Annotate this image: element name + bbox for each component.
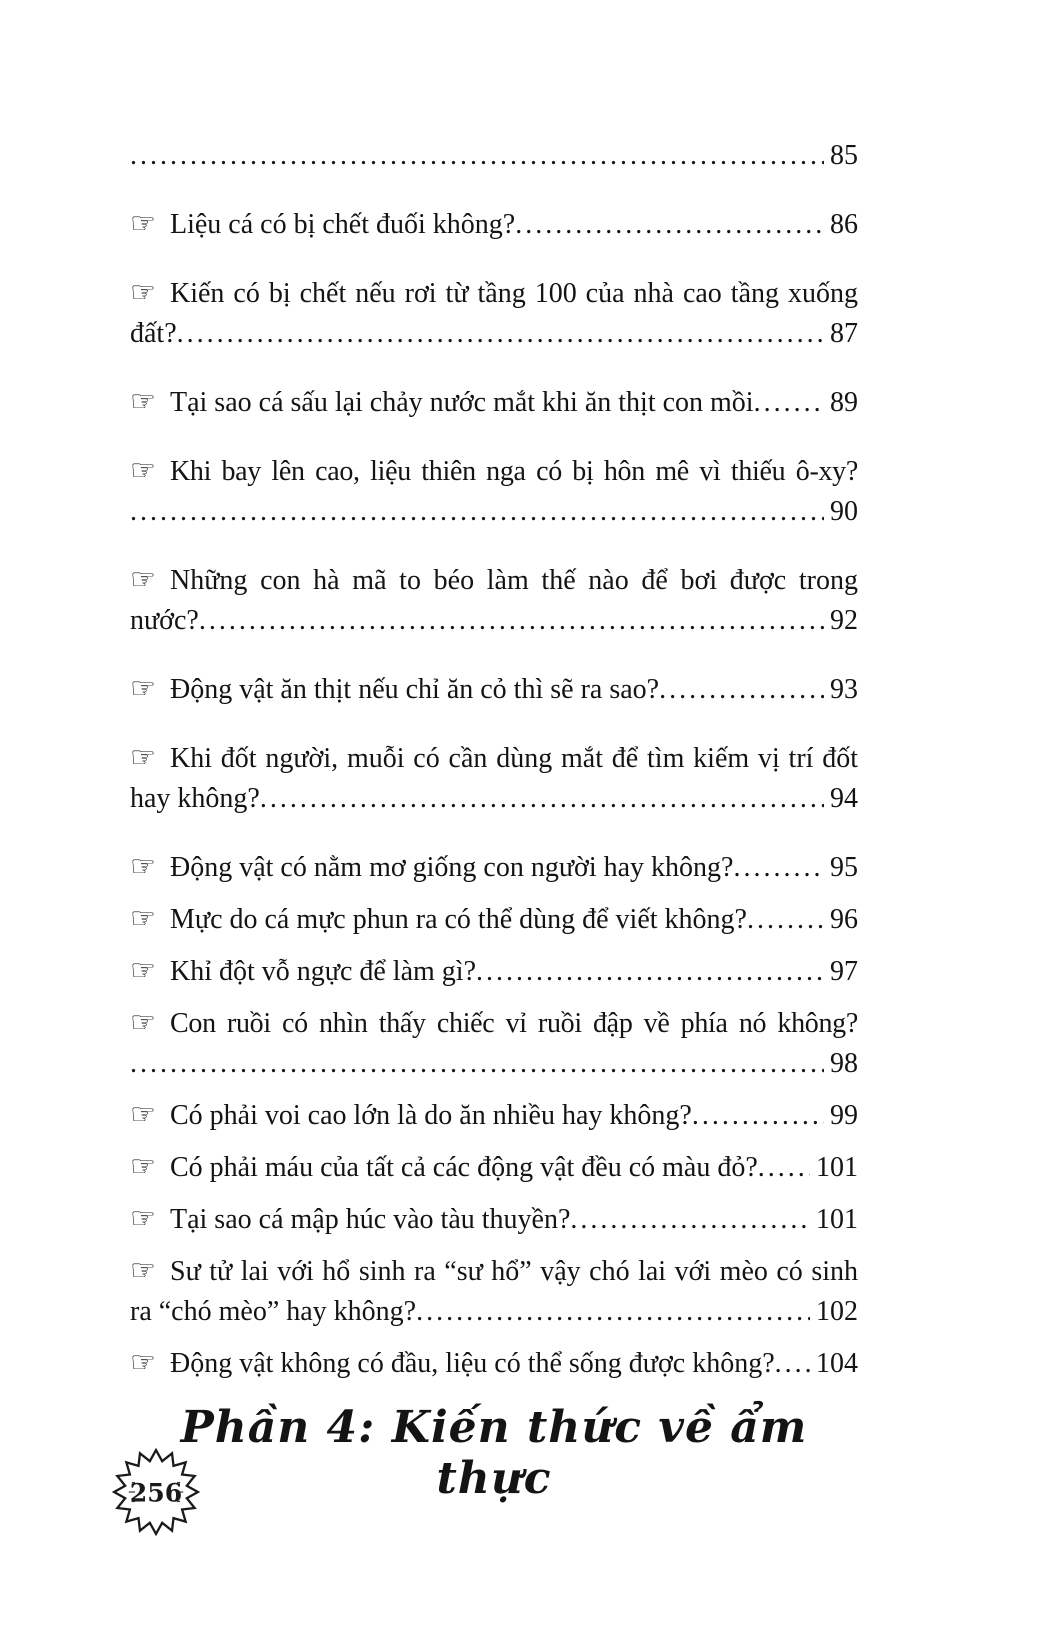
pointing-hand-icon: ☞ [130,953,156,987]
toc-entry-page-number: 94 [824,779,858,819]
toc-entry [130,1198,858,1240]
toc-entry [130,1146,858,1188]
toc-entry-page-number: 87 [824,314,858,354]
toc-entry [130,846,858,888]
toc-entry-page-number: 90 [824,492,858,532]
dot-leader-line [130,492,858,532]
starburst-icon [112,1448,200,1536]
toc-entry-page-number: 95 [824,848,858,888]
toc-entry-page-number: 102 [810,1292,858,1332]
toc-entry-page-number: 97 [824,952,858,992]
toc-entry-page-number: 86 [824,205,858,245]
pointing-hand-icon: ☞ [130,1097,156,1131]
toc-entry [130,950,858,992]
toc-entry [130,737,858,819]
toc-entry-title: Sư tử lai với hổ sinh ra “sư hổ” vậy chó lai với mèo có sinh ra “chó mèo” hay không? [130,1256,858,1327]
dot-leader-line [130,1044,858,1084]
pointing-hand-icon: ☞ [130,671,156,705]
toc-entry [130,1002,858,1084]
pointing-hand-icon: ☞ [130,1201,156,1235]
toc-entry-page-number: 89 [824,383,858,423]
toc-entry-title: Kiến có bị chết nếu rơi từ tầng 100 của nhà cao tầng xuống đất? [130,278,858,349]
pointing-hand-icon: ☞ [130,384,156,418]
toc-entry [130,668,858,710]
section-heading: Phần 4: Kiến thức về ẩm thực [180,1402,808,1504]
pointing-hand-icon: ☞ [130,849,156,883]
toc-entry-text-line [130,450,858,492]
pointing-hand-icon: ☞ [130,1345,156,1379]
pointing-hand-icon: ☞ [130,453,156,487]
pointing-hand-icon: ☞ [130,206,156,240]
page-number: 256 [129,1477,183,1508]
pointing-hand-icon: ☞ [130,1149,156,1183]
toc-entry-title: Khỉ đột vỗ ngực để làm gì? [170,956,477,987]
toc-entry [130,898,858,940]
toc-entry-title: Khi đốt người, muỗi có cần dùng mắt để tìm kiếm vị trí đốt hay không? [130,743,858,814]
toc-entry [130,1250,858,1332]
toc-entry-title: Những con hà mã to béo làm thế nào để bơi được trong nước? [130,565,858,636]
pointing-hand-icon: ☞ [130,275,156,309]
toc-entry-page-number: 85 [824,136,858,176]
toc-entry-page-number: 104 [810,1344,858,1384]
page-number-badge [112,1448,200,1536]
pointing-hand-icon: ☞ [130,562,156,596]
toc-entry-title: Mực do cá mực phun ra có thể dùng để viết không? [170,904,747,935]
toc-entry-page-number: 92 [824,601,858,641]
toc-entry-title: Có phải voi cao lớn là do ăn nhiều hay không? [170,1100,692,1131]
toc-entry [130,1342,858,1384]
toc-entry-title: Động vật có nằm mơ giống con người hay không? [170,852,734,883]
pointing-hand-icon: ☞ [130,1005,156,1039]
toc-entry [130,1094,858,1136]
toc-entry-text-line [130,1002,858,1044]
toc-entry-page-number: 99 [824,1096,858,1136]
toc-entry-page-number: 93 [824,670,858,710]
toc-entry-title: Động vật ăn thịt nếu chỉ ăn cỏ thì sẽ ra sao? [170,674,660,705]
toc-entry [130,381,858,423]
toc-entry-page-number: 98 [824,1044,858,1084]
pointing-hand-icon: ☞ [130,1253,156,1287]
toc-entry-title: Động vật không có đầu, liệu có thể sống được không? [170,1348,775,1379]
toc-entry-title: Con ruồi có nhìn thấy chiếc vỉ ruồi đập về phía nó không? [170,1008,858,1039]
pointing-hand-icon: ☞ [130,740,156,774]
toc-entry-page-number: 96 [824,900,858,940]
toc-entry-page-number: 101 [810,1148,858,1188]
toc-entry [130,136,858,176]
toc-entry-title: Tại sao cá sấu lại chảy nước mắt khi ăn thịt con mồi [170,387,754,418]
toc-entry [130,272,858,354]
pointing-hand-icon: ☞ [130,901,156,935]
toc-entry-title: Có phải máu của tất cả các động vật đều có màu đỏ? [170,1152,758,1183]
toc-entry-title: Liệu cá có bị chết đuối không? [170,209,516,240]
toc-entry-title: Khi bay lên cao, liệu thiên nga có bị hôn mê vì thiếu ô-xy? [170,456,858,487]
toc-entry-title: Tại sao cá mập húc vào tàu thuyền? [170,1204,571,1235]
toc-entry-page-number: 101 [810,1200,858,1240]
toc-entry [130,203,858,245]
toc-entry [130,450,858,532]
toc-entry [130,559,858,641]
